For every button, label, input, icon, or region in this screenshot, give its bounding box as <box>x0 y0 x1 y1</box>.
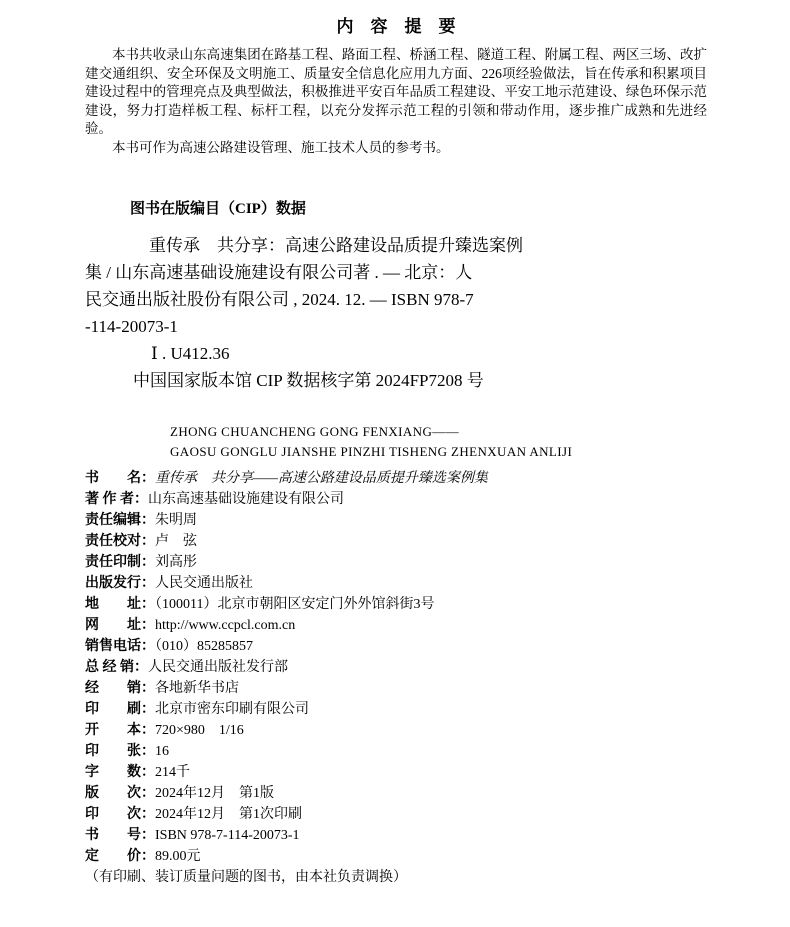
colophon-label: 字 数： <box>85 765 155 780</box>
colophon-label: 书 名： <box>85 471 155 486</box>
cip-record <box>85 232 707 394</box>
colophon-row <box>85 615 707 636</box>
cip-heading: 图书在版编目（CIP）数据 <box>130 201 306 217</box>
colophon-label: 版 次： <box>85 786 155 801</box>
colophon-row <box>85 699 707 720</box>
colophon-value: 山东高速基础设施建设有限公司 <box>148 492 344 507</box>
colophon-value: 北京市密东印刷有限公司 <box>155 702 309 717</box>
colophon-label: 责任校对： <box>85 534 155 549</box>
colophon-row <box>85 594 707 615</box>
colophon-label: 经 销： <box>85 681 155 696</box>
cip-line: Ⅰ . U412.36 <box>151 344 230 363</box>
pinyin-line: ZHONG CHUANCHENG GONG FENXIANG—— <box>170 424 460 439</box>
summary-paragraph-1: 本书共收录山东高速集团在路基工程、路面工程、桥涵工程、隧道工程、附属工程、两区三场、改扩建交通组织、安全环保及文明施工、质量安全信息化应用九方面、226项经验做法，旨在传承和积累项目建设过程中的管理亮点及典型做法，积极推进平安百年品质工程建设、平安工地示范建设、绿色环保示范建设，努力打造样板工程、标杆工程，以充分发挥示范工程的引领和带动作用，逐步推广成熟和先进经验。 <box>85 47 707 136</box>
colophon-label: 印 刷： <box>85 702 155 717</box>
colophon-row <box>85 804 707 825</box>
colophon-label: 地 址： <box>85 597 155 612</box>
exchange-note: （有印刷、装订质量问题的图书，由本社负责调换） <box>85 870 407 885</box>
colophon-row <box>85 636 707 657</box>
content-summary-title: 内 容 提 要 <box>336 17 456 36</box>
colophon-value: 人民交通出版社 <box>155 576 253 591</box>
colophon-label: 出版发行： <box>85 576 155 591</box>
cip-line: 重传承 共分享：高速公路建设品质提升臻选案例 <box>149 236 523 255</box>
pinyin-line: GAOSU GONGLU JIANSHE PINZHI TISHENG ZHENXUAN ANLIJI <box>170 444 573 459</box>
colophon-row <box>85 678 707 699</box>
colophon-label: 网 址： <box>85 618 155 633</box>
colophon-value: 2024年12月 第1次印刷 <box>155 807 302 822</box>
cip-line: 民交通出版社股份有限公司 , 2024. 12. — ISBN 978-7 <box>85 290 474 309</box>
colophon-row <box>85 720 707 741</box>
colophon-label: 销售电话： <box>85 639 155 654</box>
colophon-label: 印 张： <box>85 744 155 759</box>
colophon-value: 人民交通出版社发行部 <box>148 660 288 675</box>
colophon-value: 卢 弦 <box>155 534 197 549</box>
colophon-row <box>85 846 707 867</box>
colophon-row <box>85 531 707 552</box>
colophon-value: 朱明周 <box>155 513 197 528</box>
colophon-row <box>85 552 707 573</box>
colophon-label: 开 本： <box>85 723 155 738</box>
colophon-row <box>85 510 707 531</box>
colophon-row <box>85 783 707 804</box>
colophon-value: 刘高彤 <box>155 555 197 570</box>
summary-paragraph-2: 本书可作为高速公路建设管理、施工技术人员的参考书。 <box>112 139 450 155</box>
colophon-label: 定 价： <box>85 849 155 864</box>
colophon-label: 印 次： <box>85 807 155 822</box>
cip-line: 集 / 山东高速基础设施建设有限公司著 . — 北京：人 <box>85 263 473 282</box>
colophon-label: 书 号： <box>85 828 155 843</box>
colophon-value: 720×980 1/16 <box>155 723 244 738</box>
colophon-value: （100011）北京市朝阳区安定门外外馆斜街3号 <box>155 597 435 612</box>
colophon-label: 责任编辑： <box>85 513 155 528</box>
colophon-value: （010）85285857 <box>155 639 253 654</box>
colophon-label: 责任印制： <box>85 555 155 570</box>
colophon-row <box>85 741 707 762</box>
colophon-row <box>85 489 707 510</box>
cip-line: -114-20073-1 <box>85 317 178 336</box>
colophon-value: ISBN 978-7-114-20073-1 <box>155 828 300 843</box>
pinyin-title <box>170 422 707 462</box>
colophon-row <box>85 573 707 594</box>
colophon-row <box>85 762 707 783</box>
colophon-list <box>85 468 707 867</box>
colophon-value: 各地新华书店 <box>155 681 239 696</box>
colophon-label: 著 作 者： <box>85 492 148 507</box>
colophon-value: http://www.ccpcl.com.cn <box>155 618 296 633</box>
colophon-row <box>85 825 707 846</box>
colophon-row <box>85 468 707 489</box>
colophon-value: 89.00元 <box>155 849 201 864</box>
colophon-value: 重传承 共分享——高速公路建设品质提升臻选案例集 <box>155 471 488 486</box>
colophon-value: 16 <box>155 744 169 759</box>
cip-line: 中国国家版本馆 CIP 数据核字第 2024FP7208 号 <box>133 371 484 390</box>
colophon-row <box>85 657 707 678</box>
colophon-value: 2024年12月 第1版 <box>155 786 274 801</box>
colophon-value: 214千 <box>155 765 190 780</box>
colophon-label: 总 经 销： <box>85 660 148 675</box>
